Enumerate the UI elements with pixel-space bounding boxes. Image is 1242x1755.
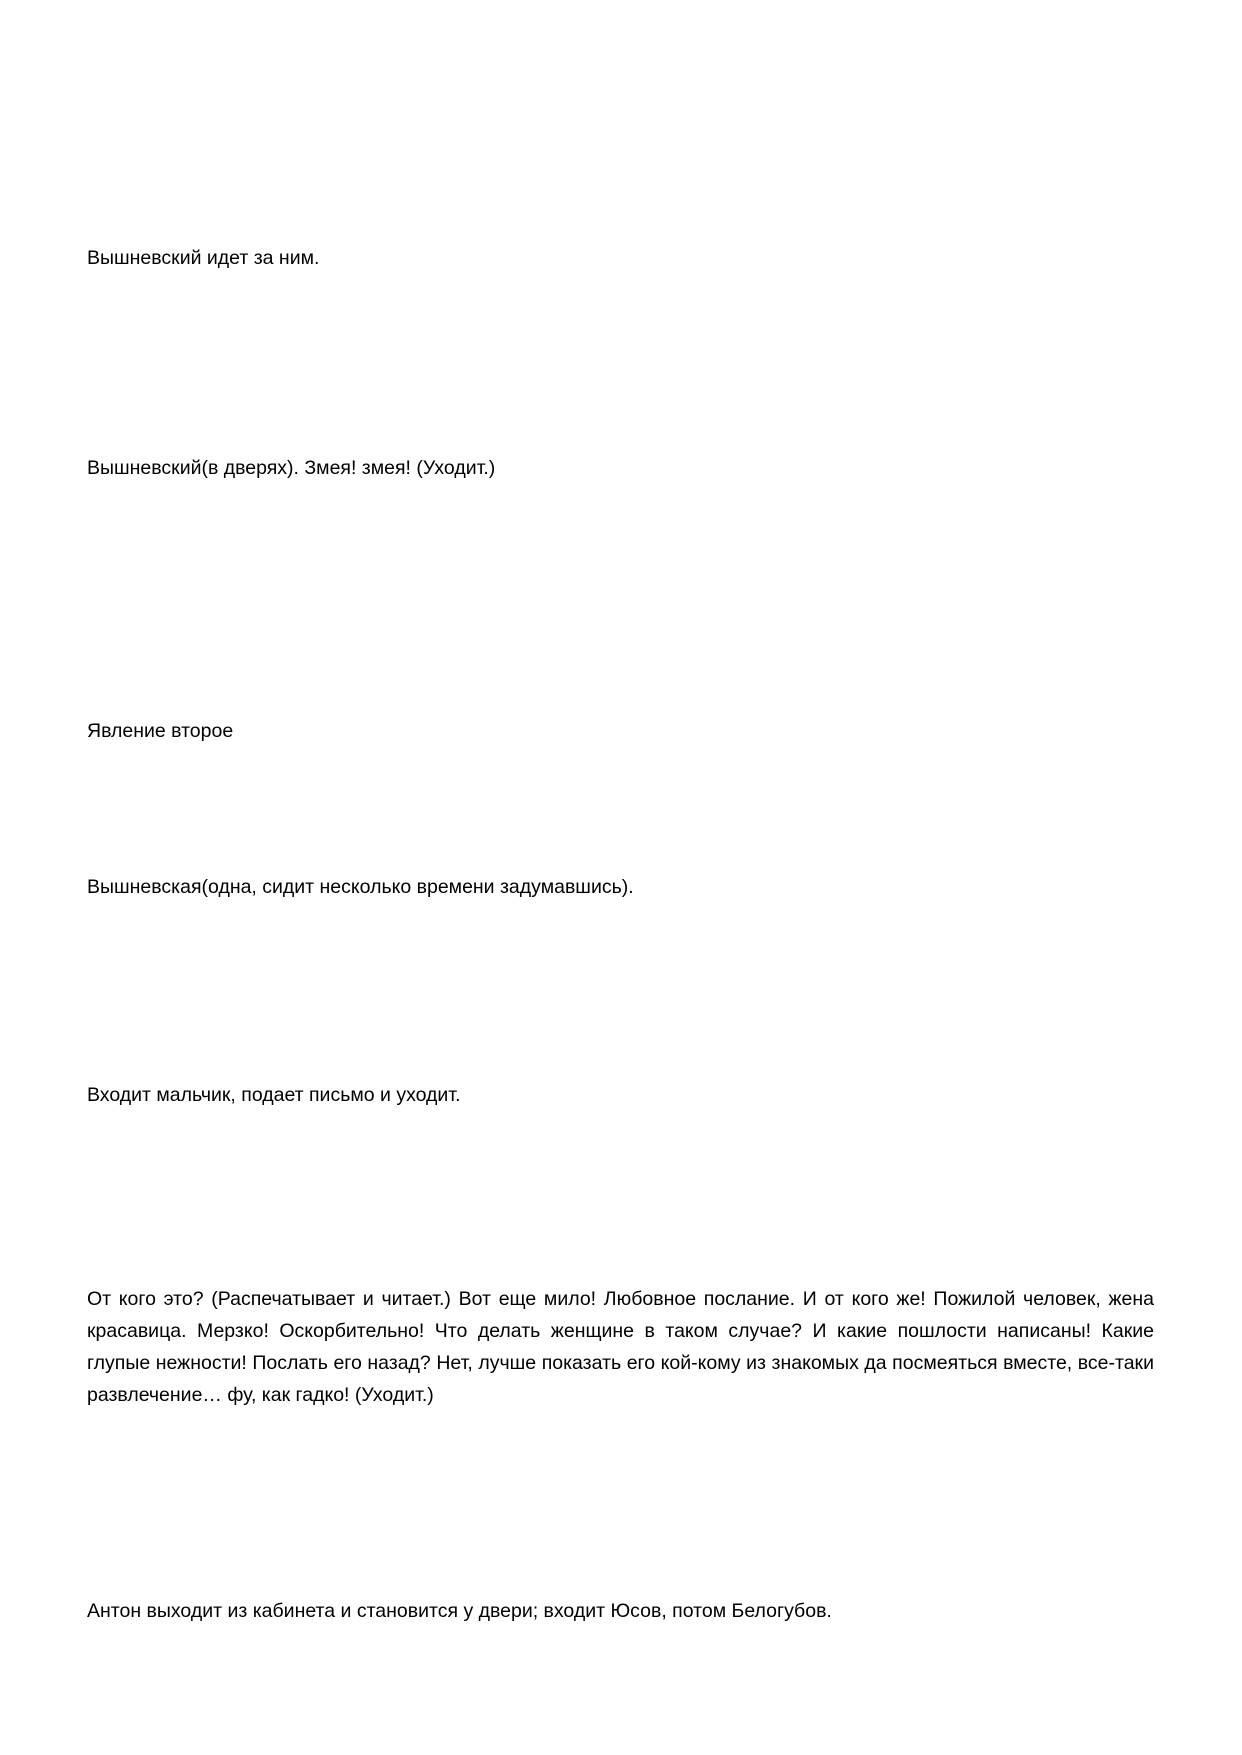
stage-direction-vyshnevsky-follows: Вышневский идет за ним. <box>87 247 320 269</box>
stage-direction-boy-letter: Входит мальчик, подает письмо и уходит. <box>87 1084 461 1106</box>
line-vyshnevsky-in-doorway: Вышневский(в дверях). Змея! змея! (Уходит.) <box>87 457 496 479</box>
character-direction-vyshnevskaya: Вышневская(одна, сидит несколько времени задумавшись). <box>87 876 634 898</box>
monologue-letter: От кого это? (Распечатывает и читает.) Вот еще мило! Любовное послание. И от кого же! Пожилой человек, жена красавица. Мерзко! Оскорбительно! Что делать женщине в таком случае? И какие пошлости написаны! Какие глупые нежности! Послать его назад? Нет, лучше показать его кой-кому из знакомых да посмеяться вместе, все-таки развлечение… фу, как гадко! (Уходит.) <box>87 1288 1154 1406</box>
stage-direction-anton-enters: Антон выходит из кабинета и становится у двери; входит Юсов, потом Белогубов. <box>87 1600 832 1622</box>
scene-heading: Явление второе <box>87 720 234 742</box>
